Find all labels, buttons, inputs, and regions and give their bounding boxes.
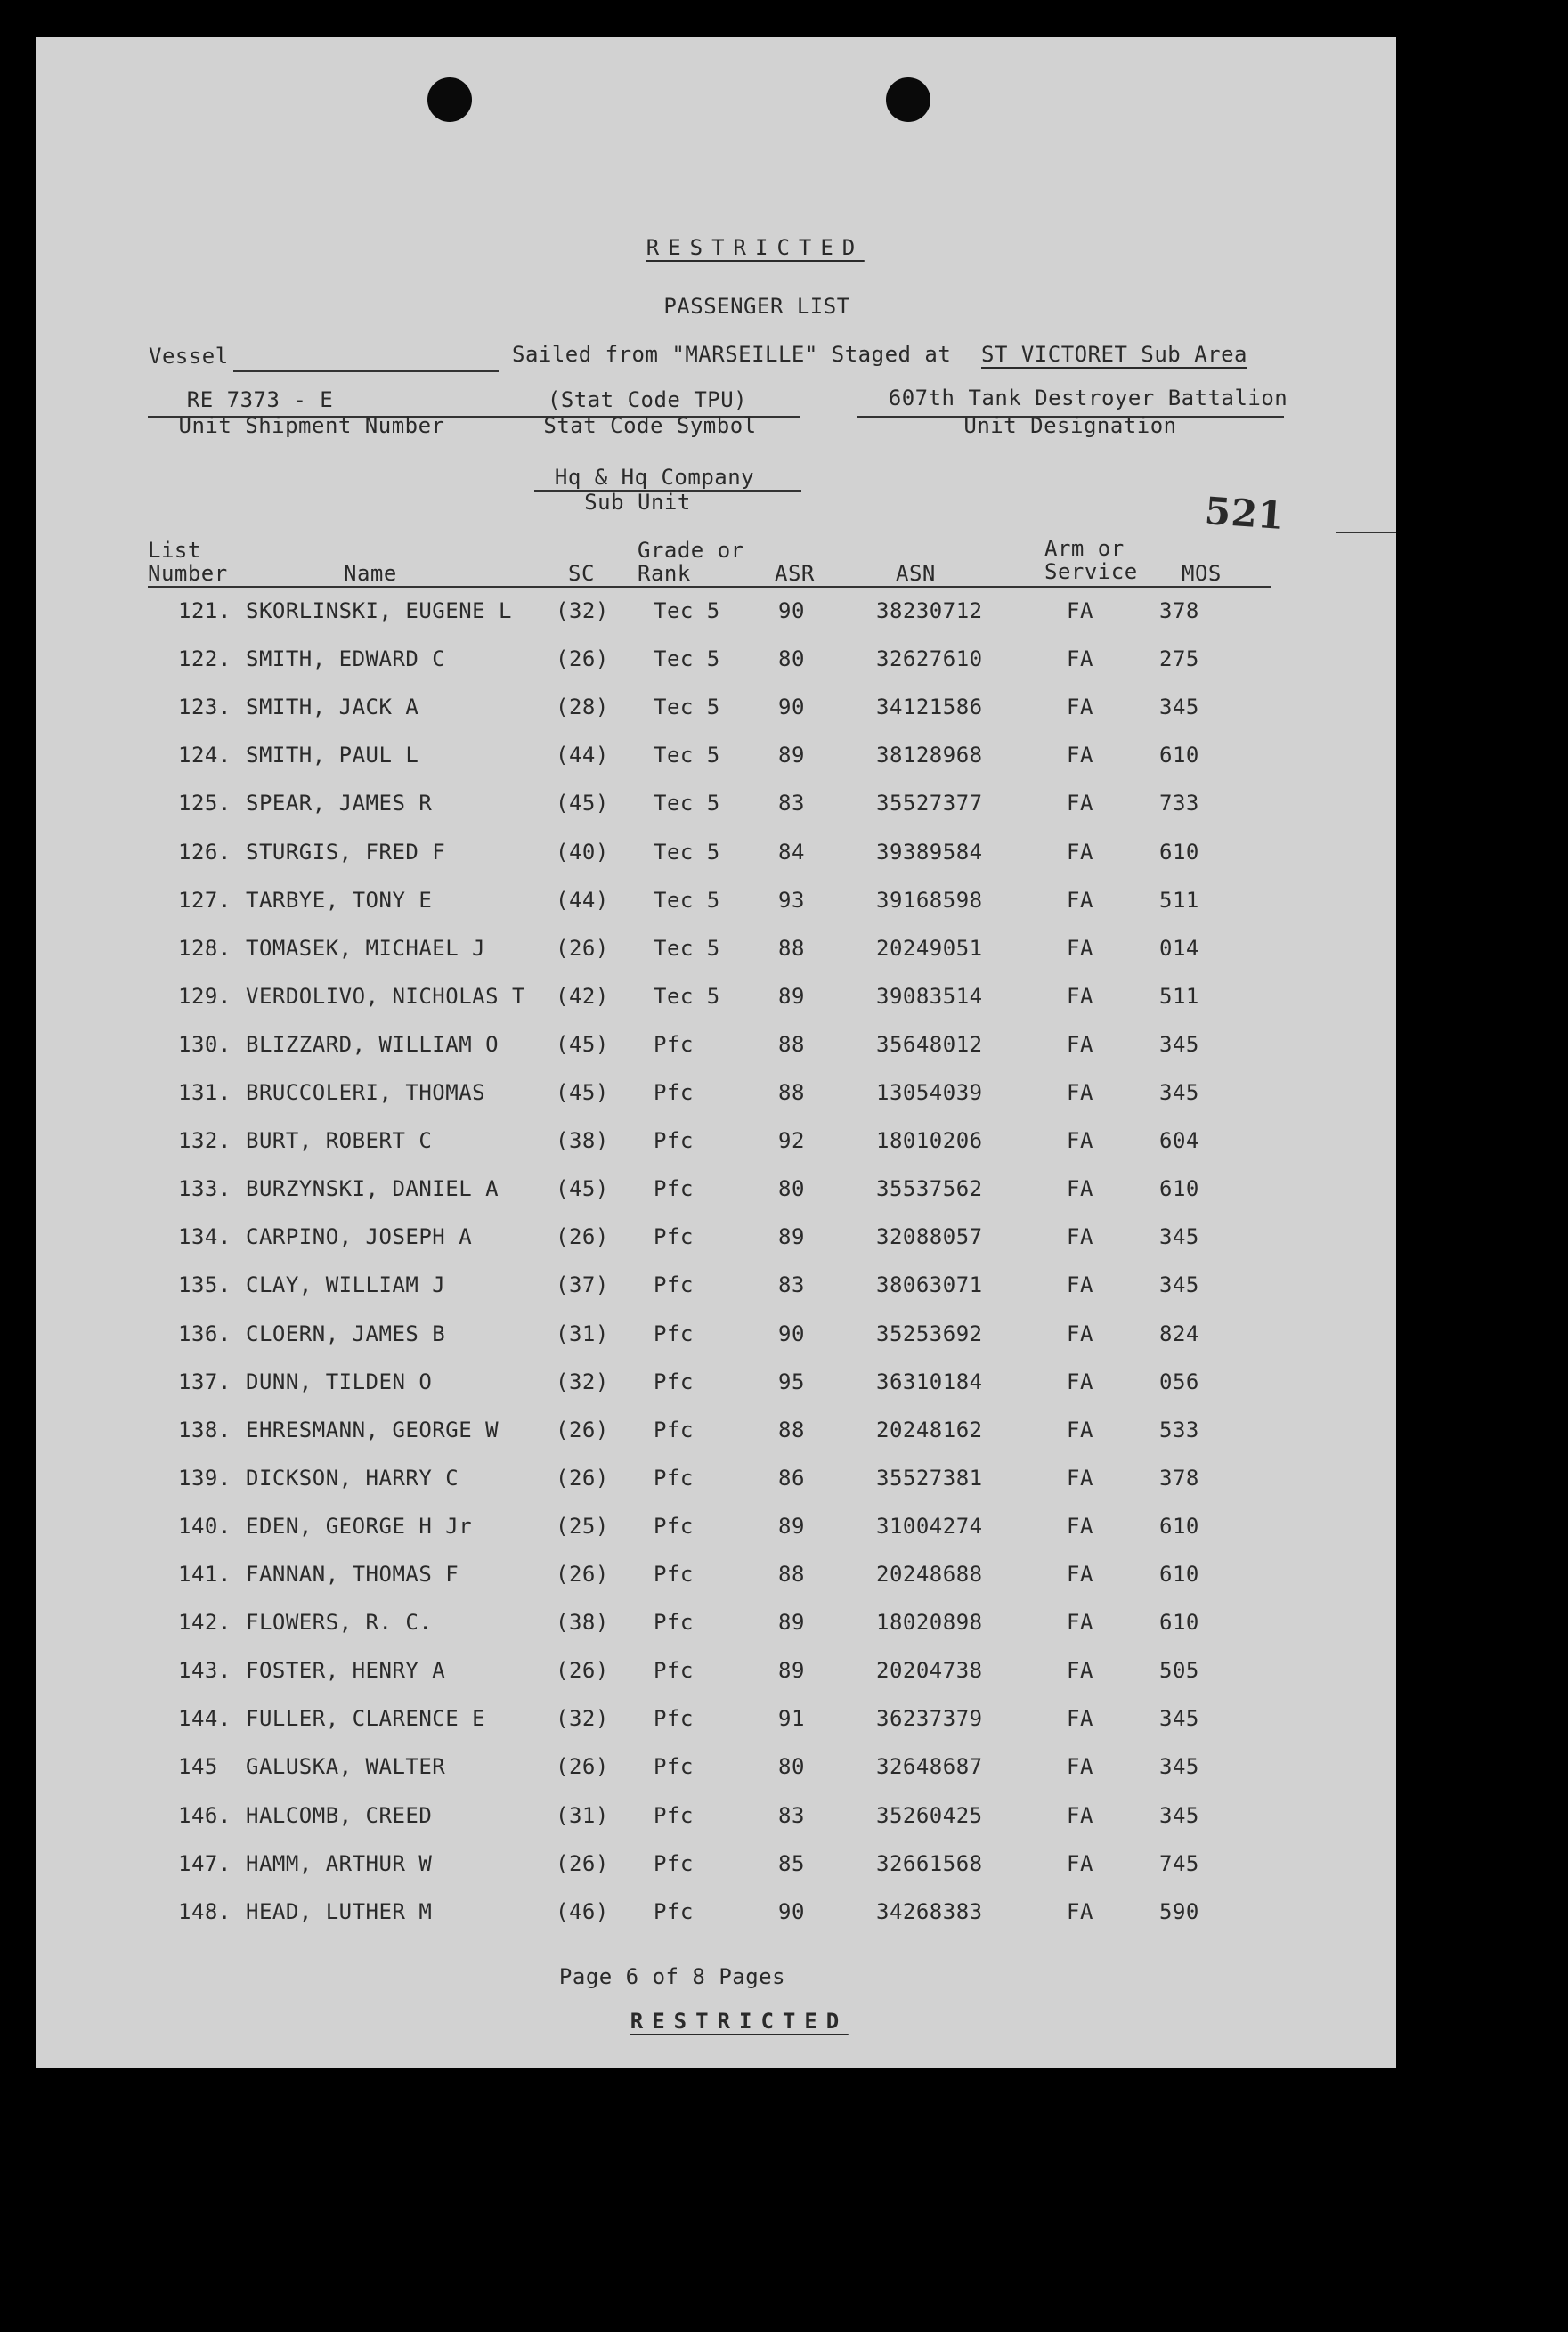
cell-asn: 32627610 [876,646,983,672]
cell-name: STURGIS, FRED F [246,839,446,865]
cell-sc: (31) [556,1802,609,1828]
table-row [36,984,1396,1020]
cell-asr: 80 [778,1754,805,1780]
cell-grade: Pfc [654,1465,694,1491]
cell-name: VERDOLIVO, NICHOLAS T [246,983,525,1009]
cell-mos: 733 [1159,791,1199,817]
cell-num: 133. [178,1176,232,1202]
cell-num: 137. [178,1369,232,1394]
cell-arm: FA [1067,1513,1093,1539]
table-row [36,791,1396,826]
table-row [36,1562,1396,1597]
table-row [36,1899,1396,1935]
col-asr: ASR [775,561,815,586]
cell-num: 136. [178,1320,232,1346]
cell-asn: 39168598 [876,887,983,913]
cell-grade: Tec 5 [654,935,720,961]
stat-code-label: Stat Code Symbol [543,413,757,438]
cell-grade: Tec 5 [654,743,720,768]
cell-asn: 13054039 [876,1080,983,1105]
cell-asr: 90 [778,695,805,720]
cell-grade: Pfc [654,1610,694,1636]
cell-mos: 610 [1159,743,1199,768]
table-row [36,1706,1396,1742]
cell-num: 144. [178,1706,232,1732]
cell-grade: Tec 5 [654,983,720,1009]
cell-asr: 89 [778,1224,805,1250]
sub-unit-label: Sub Unit [584,490,691,515]
cell-asn: 31004274 [876,1513,983,1539]
document-page [36,37,1396,2068]
cell-name: DICKSON, HARRY C [246,1465,459,1491]
table-row [36,936,1396,971]
table-row [36,1754,1396,1790]
cell-name: SPEAR, JAMES R [246,791,433,817]
cell-num: 130. [178,1031,232,1057]
cell-mos: 610 [1159,1513,1199,1539]
cell-mos: 345 [1159,1031,1199,1057]
cell-asr: 80 [778,1176,805,1202]
cell-arm: FA [1067,1224,1093,1250]
cell-asr: 90 [778,598,805,623]
cell-arm: FA [1067,1031,1093,1057]
cell-num: 134. [178,1224,232,1250]
cell-mos: 610 [1159,1176,1199,1202]
cell-sc: (26) [556,1417,609,1442]
cell-grade: Pfc [654,1224,694,1250]
classification-bottom: RESTRICTED [630,2009,849,2034]
cell-num: 147. [178,1850,232,1876]
cell-asn: 34268383 [876,1898,983,1924]
cell-grade: Pfc [654,1176,694,1202]
cell-arm: FA [1067,935,1093,961]
cell-name: HALCOMB, CREED [246,1802,433,1828]
cell-mos: 533 [1159,1417,1199,1442]
table-row [36,695,1396,730]
cell-mos: 345 [1159,1706,1199,1732]
cell-grade: Pfc [654,1417,694,1442]
cell-mos: 345 [1159,1224,1199,1250]
cell-arm: FA [1067,1706,1093,1732]
cell-asr: 89 [778,1513,805,1539]
table-row [36,1369,1396,1405]
col-sc: SC [568,561,595,586]
col-list-number-2: Number [148,561,228,586]
table-row [36,1032,1396,1068]
document-title: PASSENGER LIST [663,294,850,319]
cell-sc: (32) [556,598,609,623]
cell-asn: 38128968 [876,743,983,768]
cell-name: BURZYNSKI, DANIEL A [246,1176,500,1202]
cell-name: SKORLINSKI, EUGENE L [246,598,512,623]
cell-asn: 35648012 [876,1031,983,1057]
stat-code: (Stat Code TPU) [547,387,748,412]
cell-mos: 378 [1159,598,1199,623]
cell-mos: 511 [1159,983,1199,1009]
cell-mos: 345 [1159,1080,1199,1105]
cell-name: FOSTER, HENRY A [246,1658,446,1684]
col-mos: MOS [1182,561,1222,586]
cell-num: 146. [178,1802,232,1828]
vessel-blank-line [233,370,499,372]
cell-asr: 88 [778,1080,805,1105]
cell-asn: 39083514 [876,983,983,1009]
cell-num: 121. [178,598,232,623]
cell-asn: 20249051 [876,935,983,961]
sub-unit: Hq & Hq Company [554,465,755,490]
cell-grade: Pfc [654,1850,694,1876]
col-asn: ASN [896,561,936,586]
cell-name: CARPINO, JOSEPH A [246,1224,473,1250]
cell-num: 138. [178,1417,232,1442]
cell-sc: (26) [556,1850,609,1876]
cell-mos: 590 [1159,1898,1199,1924]
cell-name: SMITH, EDWARD C [246,646,446,672]
cell-arm: FA [1067,743,1093,768]
cell-grade: Pfc [654,1562,694,1587]
cell-grade: Tec 5 [654,695,720,720]
cell-arm: FA [1067,1610,1093,1636]
cell-grade: Pfc [654,1754,694,1780]
cell-sc: (45) [556,1080,609,1105]
cell-name: SMITH, JACK A [246,695,419,720]
cell-name: SMITH, PAUL L [246,743,419,768]
cell-sc: (26) [556,1562,609,1587]
cell-asn: 36310184 [876,1369,983,1394]
cell-mos: 345 [1159,695,1199,720]
cell-name: DUNN, TILDEN O [246,1369,433,1394]
cell-asn: 32088057 [876,1224,983,1250]
table-row [36,1851,1396,1887]
cell-arm: FA [1067,1754,1093,1780]
cell-asn: 36237379 [876,1706,983,1732]
cell-name: BLIZZARD, WILLIAM O [246,1031,500,1057]
cell-num: 132. [178,1128,232,1154]
cell-asr: 83 [778,791,805,817]
cell-asn: 35260425 [876,1802,983,1828]
cell-num: 143. [178,1658,232,1684]
cell-asr: 90 [778,1898,805,1924]
cell-mos: 014 [1159,935,1199,961]
cell-grade: Pfc [654,1031,694,1057]
cell-sc: (45) [556,791,609,817]
cell-arm: FA [1067,1128,1093,1154]
table-row [36,840,1396,875]
cell-mos: 275 [1159,646,1199,672]
cell-asr: 89 [778,1610,805,1636]
cell-asn: 20248162 [876,1417,983,1442]
cell-name: CLAY, WILLIAM J [246,1272,446,1298]
cell-sc: (37) [556,1272,609,1298]
cell-asn: 35537562 [876,1176,983,1202]
cell-name: CLOERN, JAMES B [246,1320,446,1346]
cell-sc: (26) [556,646,609,672]
cell-name: EHRESMANN, GEORGE W [246,1417,500,1442]
cell-arm: FA [1067,887,1093,913]
cell-asr: 88 [778,1031,805,1057]
cell-mos: 824 [1159,1320,1199,1346]
cell-name: TOMASEK, MICHAEL J [246,935,486,961]
cell-grade: Pfc [654,1706,694,1732]
table-row [36,1610,1396,1645]
cell-asn: 20204738 [876,1658,983,1684]
cell-sc: (44) [556,743,609,768]
table-row [36,743,1396,778]
cell-num: 124. [178,743,232,768]
cell-asn: 35527377 [876,791,983,817]
header-rule [148,586,1271,588]
cell-asn: 38063071 [876,1272,983,1298]
page-info: Page 6 of 8 Pages [558,1964,786,1989]
cell-arm: FA [1067,791,1093,817]
cell-arm: FA [1067,1658,1093,1684]
cell-sc: (26) [556,1754,609,1780]
cell-grade: Pfc [654,1272,694,1298]
cell-sc: (26) [556,1465,609,1491]
punch-hole-right [886,77,930,122]
page-stamp-number: 521 [1203,488,1286,539]
cell-asn: 38230712 [876,598,983,623]
cell-arm: FA [1067,983,1093,1009]
cell-asr: 89 [778,983,805,1009]
cell-sc: (44) [556,887,609,913]
cell-asr: 93 [778,887,805,913]
cell-grade: Pfc [654,1320,694,1346]
table-row [36,1080,1396,1116]
vessel-label: Vessel [149,344,229,369]
cell-num: 141. [178,1562,232,1587]
cell-arm: FA [1067,1272,1093,1298]
cell-asn: 18010206 [876,1128,983,1154]
cell-asr: 89 [778,1658,805,1684]
cell-mos: 745 [1159,1850,1199,1876]
cell-sc: (38) [556,1128,609,1154]
cell-arm: FA [1067,839,1093,865]
cell-asn: 20248688 [876,1562,983,1587]
cell-name: EDEN, GEORGE H Jr [246,1513,473,1539]
staged-at-value: ST VICTORET Sub Area [981,342,1247,367]
cell-asr: 90 [778,1320,805,1346]
cell-num: 135. [178,1272,232,1298]
col-arm-2: Service [1044,559,1138,584]
cell-asr: 88 [778,1562,805,1587]
cell-sc: (42) [556,983,609,1009]
cell-name: FANNAN, THOMAS F [246,1562,459,1587]
cell-grade: Tec 5 [654,646,720,672]
cell-sc: (45) [556,1031,609,1057]
col-name: Name [344,561,397,586]
table-row [36,598,1396,634]
table-row [36,1224,1396,1260]
cell-mos: 610 [1159,839,1199,865]
cell-name: HAMM, ARTHUR W [246,1850,433,1876]
cell-arm: FA [1067,1320,1093,1346]
cell-asr: 85 [778,1850,805,1876]
cell-sc: (31) [556,1320,609,1346]
unit-designation: 607th Tank Destroyer Battalion [888,386,1288,410]
cell-asn: 35253692 [876,1320,983,1346]
col-grade-1: Grade or [638,538,744,563]
cell-num: 148. [178,1898,232,1924]
cell-num: 126. [178,839,232,865]
cell-asr: 95 [778,1369,805,1394]
punch-hole-left [427,77,472,122]
cell-num: 123. [178,695,232,720]
cell-grade: Tec 5 [654,839,720,865]
cell-mos: 610 [1159,1610,1199,1636]
classification-top: RESTRICTED [646,235,865,260]
cell-num: 129. [178,983,232,1009]
table-row [36,1321,1396,1357]
col-arm-1: Arm or [1044,536,1125,561]
cell-asr: 80 [778,646,805,672]
cell-name: FLOWERS, R. C. [246,1610,433,1636]
cell-num: 125. [178,791,232,817]
table-row [36,1658,1396,1694]
cell-mos: 056 [1159,1369,1199,1394]
cell-grade: Pfc [654,1658,694,1684]
cell-asr: 88 [778,1417,805,1442]
table-row [36,1176,1396,1212]
cell-sc: (32) [556,1706,609,1732]
cell-arm: FA [1067,1802,1093,1828]
cell-num: 122. [178,646,232,672]
cell-name: HEAD, LUTHER M [246,1898,433,1924]
cell-sc: (46) [556,1898,609,1924]
cell-sc: (38) [556,1610,609,1636]
cell-mos: 604 [1159,1128,1199,1154]
cell-grade: Pfc [654,1080,694,1105]
cell-num: 128. [178,935,232,961]
cell-arm: FA [1067,695,1093,720]
cell-num: 139. [178,1465,232,1491]
table-row [36,1128,1396,1164]
edge-dash [1336,532,1396,533]
cell-mos: 610 [1159,1562,1199,1587]
cell-sc: (26) [556,1224,609,1250]
table-row [36,1272,1396,1308]
sailed-from-text: Sailed from "MARSEILLE" Staged at [512,342,952,367]
cell-asn: 32648687 [876,1754,983,1780]
cell-sc: (25) [556,1513,609,1539]
table-row [36,646,1396,682]
cell-num: 140. [178,1513,232,1539]
cell-asn: 34121586 [876,695,983,720]
cell-asn: 32661568 [876,1850,983,1876]
cell-mos: 345 [1159,1754,1199,1780]
table-row [36,1466,1396,1501]
cell-grade: Tec 5 [654,887,720,913]
table-row [36,1418,1396,1453]
cell-grade: Pfc [654,1513,694,1539]
cell-grade: Pfc [654,1128,694,1154]
unit-designation-label: Unit Designation [963,413,1177,438]
cell-mos: 345 [1159,1802,1199,1828]
col-grade-2: Rank [638,561,691,586]
cell-asr: 91 [778,1706,805,1732]
cell-grade: Pfc [654,1898,694,1924]
cell-mos: 511 [1159,887,1199,913]
cell-grade: Tec 5 [654,598,720,623]
cell-grade: Tec 5 [654,791,720,817]
cell-name: BURT, ROBERT C [246,1128,433,1154]
cell-num: 131. [178,1080,232,1105]
cell-asn: 35527381 [876,1465,983,1491]
cell-arm: FA [1067,1465,1093,1491]
cell-num: 145 [178,1754,218,1780]
cell-asr: 88 [778,935,805,961]
cell-asn: 39389584 [876,839,983,865]
cell-mos: 505 [1159,1658,1199,1684]
cell-name: TARBYE, TONY E [246,887,433,913]
shipment-number: RE 7373 - E [186,387,334,412]
table-row [36,1514,1396,1549]
cell-asr: 92 [778,1128,805,1154]
cell-arm: FA [1067,1176,1093,1202]
cell-mos: 378 [1159,1465,1199,1491]
cell-asr: 83 [778,1802,805,1828]
cell-grade: Pfc [654,1802,694,1828]
cell-sc: (45) [556,1176,609,1202]
cell-arm: FA [1067,1898,1093,1924]
cell-arm: FA [1067,598,1093,623]
cell-name: FULLER, CLARENCE E [246,1706,486,1732]
cell-asr: 83 [778,1272,805,1298]
cell-arm: FA [1067,1562,1093,1587]
cell-num: 142. [178,1610,232,1636]
cell-arm: FA [1067,1369,1093,1394]
cell-sc: (32) [556,1369,609,1394]
shipment-number-label: Unit Shipment Number [178,413,445,438]
col-list-number-1: List [148,538,201,563]
cell-asr: 86 [778,1465,805,1491]
cell-arm: FA [1067,1417,1093,1442]
cell-sc: (26) [556,1658,609,1684]
cell-name: BRUCCOLERI, THOMAS [246,1080,486,1105]
cell-sc: (28) [556,695,609,720]
table-row [36,888,1396,923]
cell-mos: 345 [1159,1272,1199,1298]
cell-asn: 18020898 [876,1610,983,1636]
cell-asr: 84 [778,839,805,865]
cell-arm: FA [1067,1850,1093,1876]
table-row [36,1803,1396,1839]
cell-sc: (26) [556,935,609,961]
cell-arm: FA [1067,646,1093,672]
cell-name: GALUSKA, WALTER [246,1754,446,1780]
cell-grade: Pfc [654,1369,694,1394]
cell-asr: 89 [778,743,805,768]
cell-sc: (40) [556,839,609,865]
cell-num: 127. [178,887,232,913]
cell-arm: FA [1067,1080,1093,1105]
